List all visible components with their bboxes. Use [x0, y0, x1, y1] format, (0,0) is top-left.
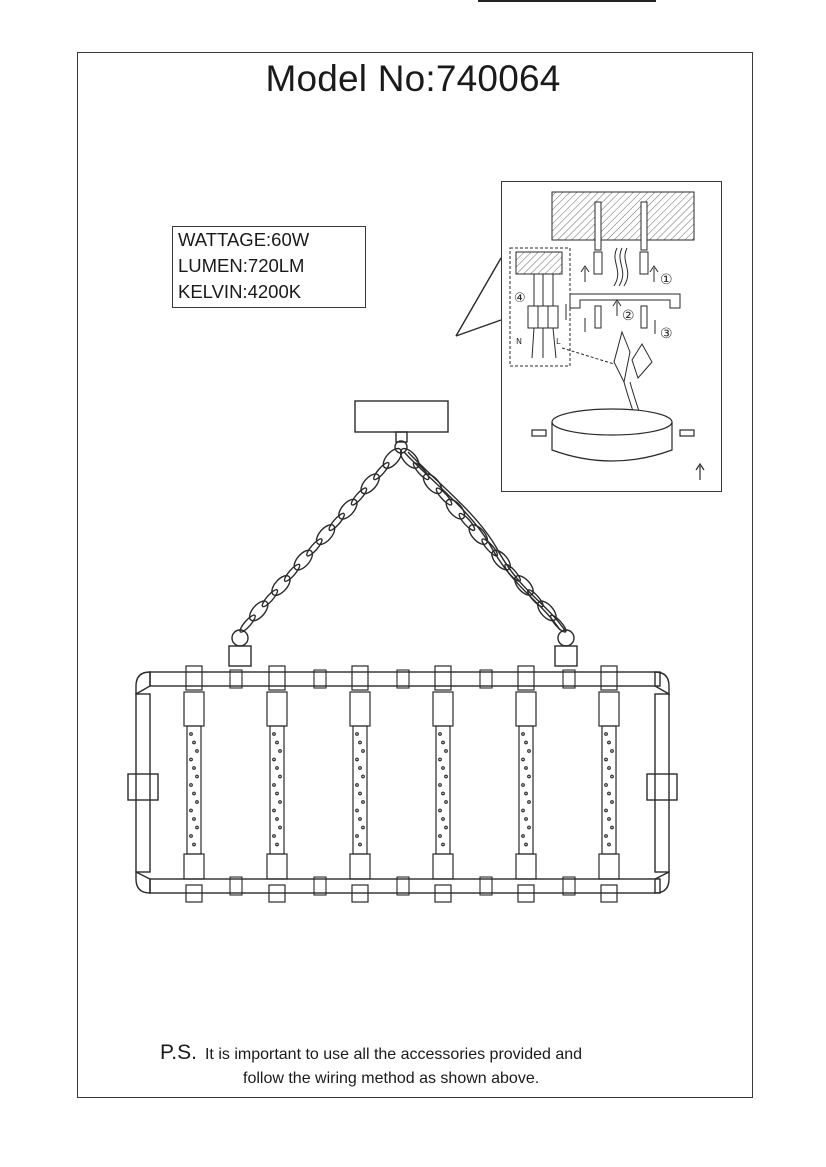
tube-bottom-socket: [516, 854, 536, 879]
ceiling-hole-left: [595, 202, 601, 250]
step-3-label: ③: [660, 326, 673, 342]
chain-link: [466, 522, 491, 548]
tube-bubble: [522, 758, 525, 761]
tube-bubble: [445, 750, 448, 753]
tube-bubble: [273, 733, 276, 736]
callout-line-upper: [456, 258, 501, 336]
frame-band-bottom: [397, 877, 409, 895]
tube-bubble: [605, 809, 608, 812]
chain-link: [291, 547, 316, 573]
wall-anchor-left: [594, 252, 602, 274]
coupling-right: [647, 774, 677, 800]
tube-bubble: [359, 741, 362, 744]
kelvin-spec: KELVIN:4200K: [178, 281, 302, 302]
tube-bubble: [439, 835, 442, 838]
tube-top-socket: [350, 692, 370, 726]
tube-bottom-socket: [599, 854, 619, 879]
tube-bubble: [528, 801, 531, 804]
installation-note: [160, 1041, 680, 1091]
tube-bubble: [193, 792, 196, 795]
tube-bubble: [196, 775, 199, 778]
tube-bubble: [362, 801, 365, 804]
tube-bubble: [276, 843, 279, 846]
supply-wire-3: [624, 248, 628, 286]
tube-bubble: [356, 733, 359, 736]
terminal-block: [528, 306, 558, 328]
tube-bottom-socket: [184, 854, 204, 879]
frame-band-bottom: [314, 877, 326, 895]
ceiling-hole-right: [641, 202, 647, 250]
supply-wire-1: [614, 248, 618, 286]
tube-bubble: [608, 767, 611, 770]
frame-band-top: [230, 670, 242, 688]
tube-bubble: [439, 733, 442, 736]
frame-band-top: [397, 670, 409, 688]
light-tubes: [184, 666, 619, 902]
chain-link: [283, 563, 302, 584]
chain-link: [269, 573, 294, 599]
frame-bands: [230, 670, 575, 895]
elbow-top-right: [655, 672, 669, 694]
note-line-1: It is important to use all the accessories provided and: [204, 1046, 583, 1063]
tube-bubble: [525, 767, 528, 770]
tube-bubble: [445, 801, 448, 804]
tube-bubble: [279, 826, 282, 829]
tube-bubble: [608, 741, 611, 744]
tube-bubble: [359, 767, 362, 770]
tube-bubble: [611, 826, 614, 829]
tube-bubble: [356, 758, 359, 761]
tube-bubble: [190, 733, 193, 736]
mounting-bracket: [570, 294, 680, 308]
tube-bubble: [611, 750, 614, 753]
terminal-label-n: N: [516, 337, 522, 346]
tube-bubble: [193, 843, 196, 846]
light-tube: [270, 726, 284, 854]
tube-bubble: [522, 733, 525, 736]
tube-bubble: [608, 792, 611, 795]
cord-hook: [614, 332, 630, 382]
tube-bubble: [273, 809, 276, 812]
tube-bubble: [362, 775, 365, 778]
elbow-bottom-left: [136, 872, 150, 893]
chain-link: [335, 496, 360, 522]
wiring-ceiling: [516, 252, 562, 274]
tube-bubble: [276, 818, 279, 821]
supply-wires-down: [534, 274, 553, 306]
fixture-wires: [532, 328, 556, 358]
tube-bubble: [442, 792, 445, 795]
tube-bubble: [190, 784, 193, 787]
chain-link: [327, 512, 346, 533]
tube-bubble: [605, 733, 608, 736]
chain-link: [534, 598, 559, 624]
tube-bubble: [525, 843, 528, 846]
elbow-top-left: [136, 672, 150, 694]
note-prefix: P.S.: [160, 1041, 197, 1064]
tube-bubble: [359, 843, 362, 846]
canopy-cup-rim: [552, 409, 672, 435]
tube-bubble: [605, 784, 608, 787]
chain-link: [358, 471, 383, 497]
tube-bubble: [611, 775, 614, 778]
tube-top-socket: [184, 692, 204, 726]
frame-band-top: [563, 670, 575, 688]
tube-bubble: [193, 741, 196, 744]
chain-link: [238, 613, 257, 634]
step-2-label: ②: [622, 308, 635, 324]
tube-bubble: [190, 758, 193, 761]
tube-bubble: [359, 818, 362, 821]
chain-link: [443, 496, 468, 522]
tube-bubble: [273, 758, 276, 761]
tube-bubble: [356, 835, 359, 838]
chain-link: [313, 522, 338, 548]
tube-bubble: [196, 750, 199, 753]
tube-bubble: [525, 792, 528, 795]
tube-bubble: [190, 809, 193, 812]
tube-bubble: [359, 792, 362, 795]
installation-detail-panel: [501, 181, 722, 492]
tube-bubble: [193, 818, 196, 821]
tube-bubble: [445, 826, 448, 829]
tube-bubble: [608, 818, 611, 821]
tube-bubble: [279, 775, 282, 778]
tube-bubble: [442, 818, 445, 821]
step-4-label: ④: [514, 291, 526, 306]
tube-bubble: [439, 809, 442, 812]
light-tube: [436, 726, 450, 854]
tube-top-socket: [267, 692, 287, 726]
tube-bubble: [528, 775, 531, 778]
tube-bubble: [522, 835, 525, 838]
page-title: Model No:740064: [265, 58, 561, 99]
installation-detail-drawing: [502, 182, 723, 493]
screw-left: [595, 306, 601, 328]
tube-bubble: [356, 809, 359, 812]
tube-bubble: [605, 758, 608, 761]
chain-link: [260, 588, 279, 609]
tube-bubble: [276, 741, 279, 744]
side-screw-right: [680, 430, 694, 436]
hanging-mount-right: [555, 646, 577, 666]
light-tube: [353, 726, 367, 854]
tube-bubble: [196, 801, 199, 804]
terminal-label-l: L: [556, 337, 561, 346]
tube-bubble: [362, 826, 365, 829]
tube-bubble: [273, 835, 276, 838]
tube-bubble: [608, 843, 611, 846]
tube-bubble: [528, 750, 531, 753]
wall-anchor-right: [640, 252, 648, 274]
frame-left-pipe: [136, 694, 150, 872]
hanging-mount-left: [229, 646, 251, 666]
tube-bubble: [193, 767, 196, 770]
tube-bubble: [190, 835, 193, 838]
tube-bubble: [439, 784, 442, 787]
tube-top-socket: [433, 692, 453, 726]
tube-bubble: [279, 801, 282, 804]
tube-bubble: [276, 767, 279, 770]
tube-bubble: [279, 750, 282, 753]
tube-bubble: [605, 835, 608, 838]
side-screw-left: [532, 430, 546, 436]
coupling-left: [128, 774, 158, 800]
frame-top-pipe: [150, 672, 660, 686]
chain-link: [246, 598, 271, 624]
frame-right-pipe: [655, 694, 669, 872]
elbow-bottom-right: [655, 872, 669, 893]
tube-bubble: [276, 792, 279, 795]
callout-line-lower: [456, 320, 501, 336]
frame-band-top: [314, 670, 326, 688]
frame-band-bottom: [480, 877, 492, 895]
chain-link: [372, 461, 391, 482]
tube-bubble: [522, 809, 525, 812]
note-line-2: follow the wiring method as shown above.: [243, 1070, 540, 1087]
ceiling-hatch: [552, 192, 694, 240]
light-tube: [187, 726, 201, 854]
chain-link: [305, 537, 324, 558]
lumen-spec: LUMEN:720LM: [178, 255, 305, 276]
tube-bottom-socket: [350, 854, 370, 879]
tube-bubble: [528, 826, 531, 829]
tube-bottom-socket: [433, 854, 453, 879]
tube-bubble: [362, 750, 365, 753]
wattage-spec: WATTAGE:60W: [178, 229, 310, 250]
cord-clamp: [632, 344, 652, 378]
tube-top-socket: [599, 692, 619, 726]
tube-bubble: [525, 818, 528, 821]
tube-bubble: [522, 784, 525, 787]
chain-left: [238, 445, 405, 633]
tube-bubble: [611, 801, 614, 804]
light-tube: [519, 726, 533, 854]
light-tube: [602, 726, 616, 854]
tube-bubble: [273, 784, 276, 787]
tube-bubble: [196, 826, 199, 829]
tube-bubble: [439, 758, 442, 761]
screw-right: [641, 306, 647, 328]
supply-wire-2: [619, 248, 623, 286]
frame-band-top: [480, 670, 492, 688]
tube-bubble: [445, 775, 448, 778]
tube-bubble: [356, 784, 359, 787]
canopy: [355, 401, 448, 432]
tube-bottom-socket: [267, 854, 287, 879]
frame-band-bottom: [563, 877, 575, 895]
chain-link: [349, 486, 368, 507]
step-1-label: ①: [660, 272, 673, 288]
tube-bubble: [442, 741, 445, 744]
frame-band-bottom: [230, 877, 242, 895]
tube-bubble: [442, 843, 445, 846]
tube-bubble: [525, 741, 528, 744]
tube-top-socket: [516, 692, 536, 726]
frame-bottom-pipe: [150, 879, 660, 893]
tube-bubble: [442, 767, 445, 770]
